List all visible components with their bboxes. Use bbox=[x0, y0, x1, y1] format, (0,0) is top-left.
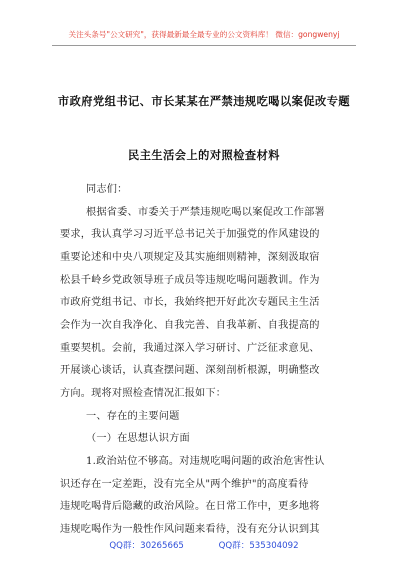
subsection-heading: （一）在思想认识方面 bbox=[86, 433, 190, 444]
body-line: 松县千岭乡党政领导班子成员等违规吃喝问题教训。作为 bbox=[60, 275, 320, 286]
salutation: 同志们： bbox=[86, 184, 128, 195]
body-line: 1.政治站位不够高。对违规吃喝问题的政治危害性认 bbox=[86, 456, 325, 467]
body-line: 市政府党组书记、市长，我始终把开好此次专题民主生活 bbox=[60, 297, 320, 308]
body-line: 开展谈心谈话，认真查摆问题、深刻剖析根源，明确整改 bbox=[60, 365, 320, 376]
body-line: 违规吃喝背后隐藏的政治风险。在日常工作中，更多地将 bbox=[60, 501, 320, 512]
section-heading: 一、存在的主要问题 bbox=[86, 411, 180, 422]
footer-qq-group-2: QQ群：535304092 bbox=[218, 541, 299, 551]
footer bbox=[0, 539, 408, 551]
header-divider bbox=[52, 45, 356, 46]
footer-qq-group-1: QQ群：30265665 bbox=[109, 541, 184, 551]
body-line: 会作为一次自我净化、自我完善、自我革新、自我提高的 bbox=[60, 320, 320, 331]
body-line: 违规吃喝作为一般性作风问题来看待，没有充分认识到其 bbox=[60, 524, 320, 535]
body-line: 方向。现将对照检查情况汇报如下： bbox=[60, 388, 227, 399]
body-line: 要求，我认真学习习近平总书记关于加强党的作风建设的 bbox=[60, 229, 320, 240]
header-banner: 关注头条号"公文研究"，获得最新最全最专业的公文资料库！ 微信：gongwenyj bbox=[68, 30, 340, 39]
body-line: 识还存在一定差距，没有完全从"两个维护"的高度看待 bbox=[60, 479, 309, 490]
document-title-line-2: 民主生活会上的对照检查材料 bbox=[128, 148, 280, 162]
body-line: 重要论述和中央八项规定及其实施细则精神，深刻汲取宿 bbox=[60, 252, 320, 263]
document-title-line-1: 市政府党组书记、市长某某在严禁违规吃喝以案促改专题 bbox=[57, 94, 351, 108]
body-line: 重要契机。会前，我通过深入学习研讨、广泛征求意见、 bbox=[60, 343, 320, 354]
body-line: 根据省委、市委关于严禁违规吃喝以案促改工作部署 bbox=[86, 207, 325, 218]
